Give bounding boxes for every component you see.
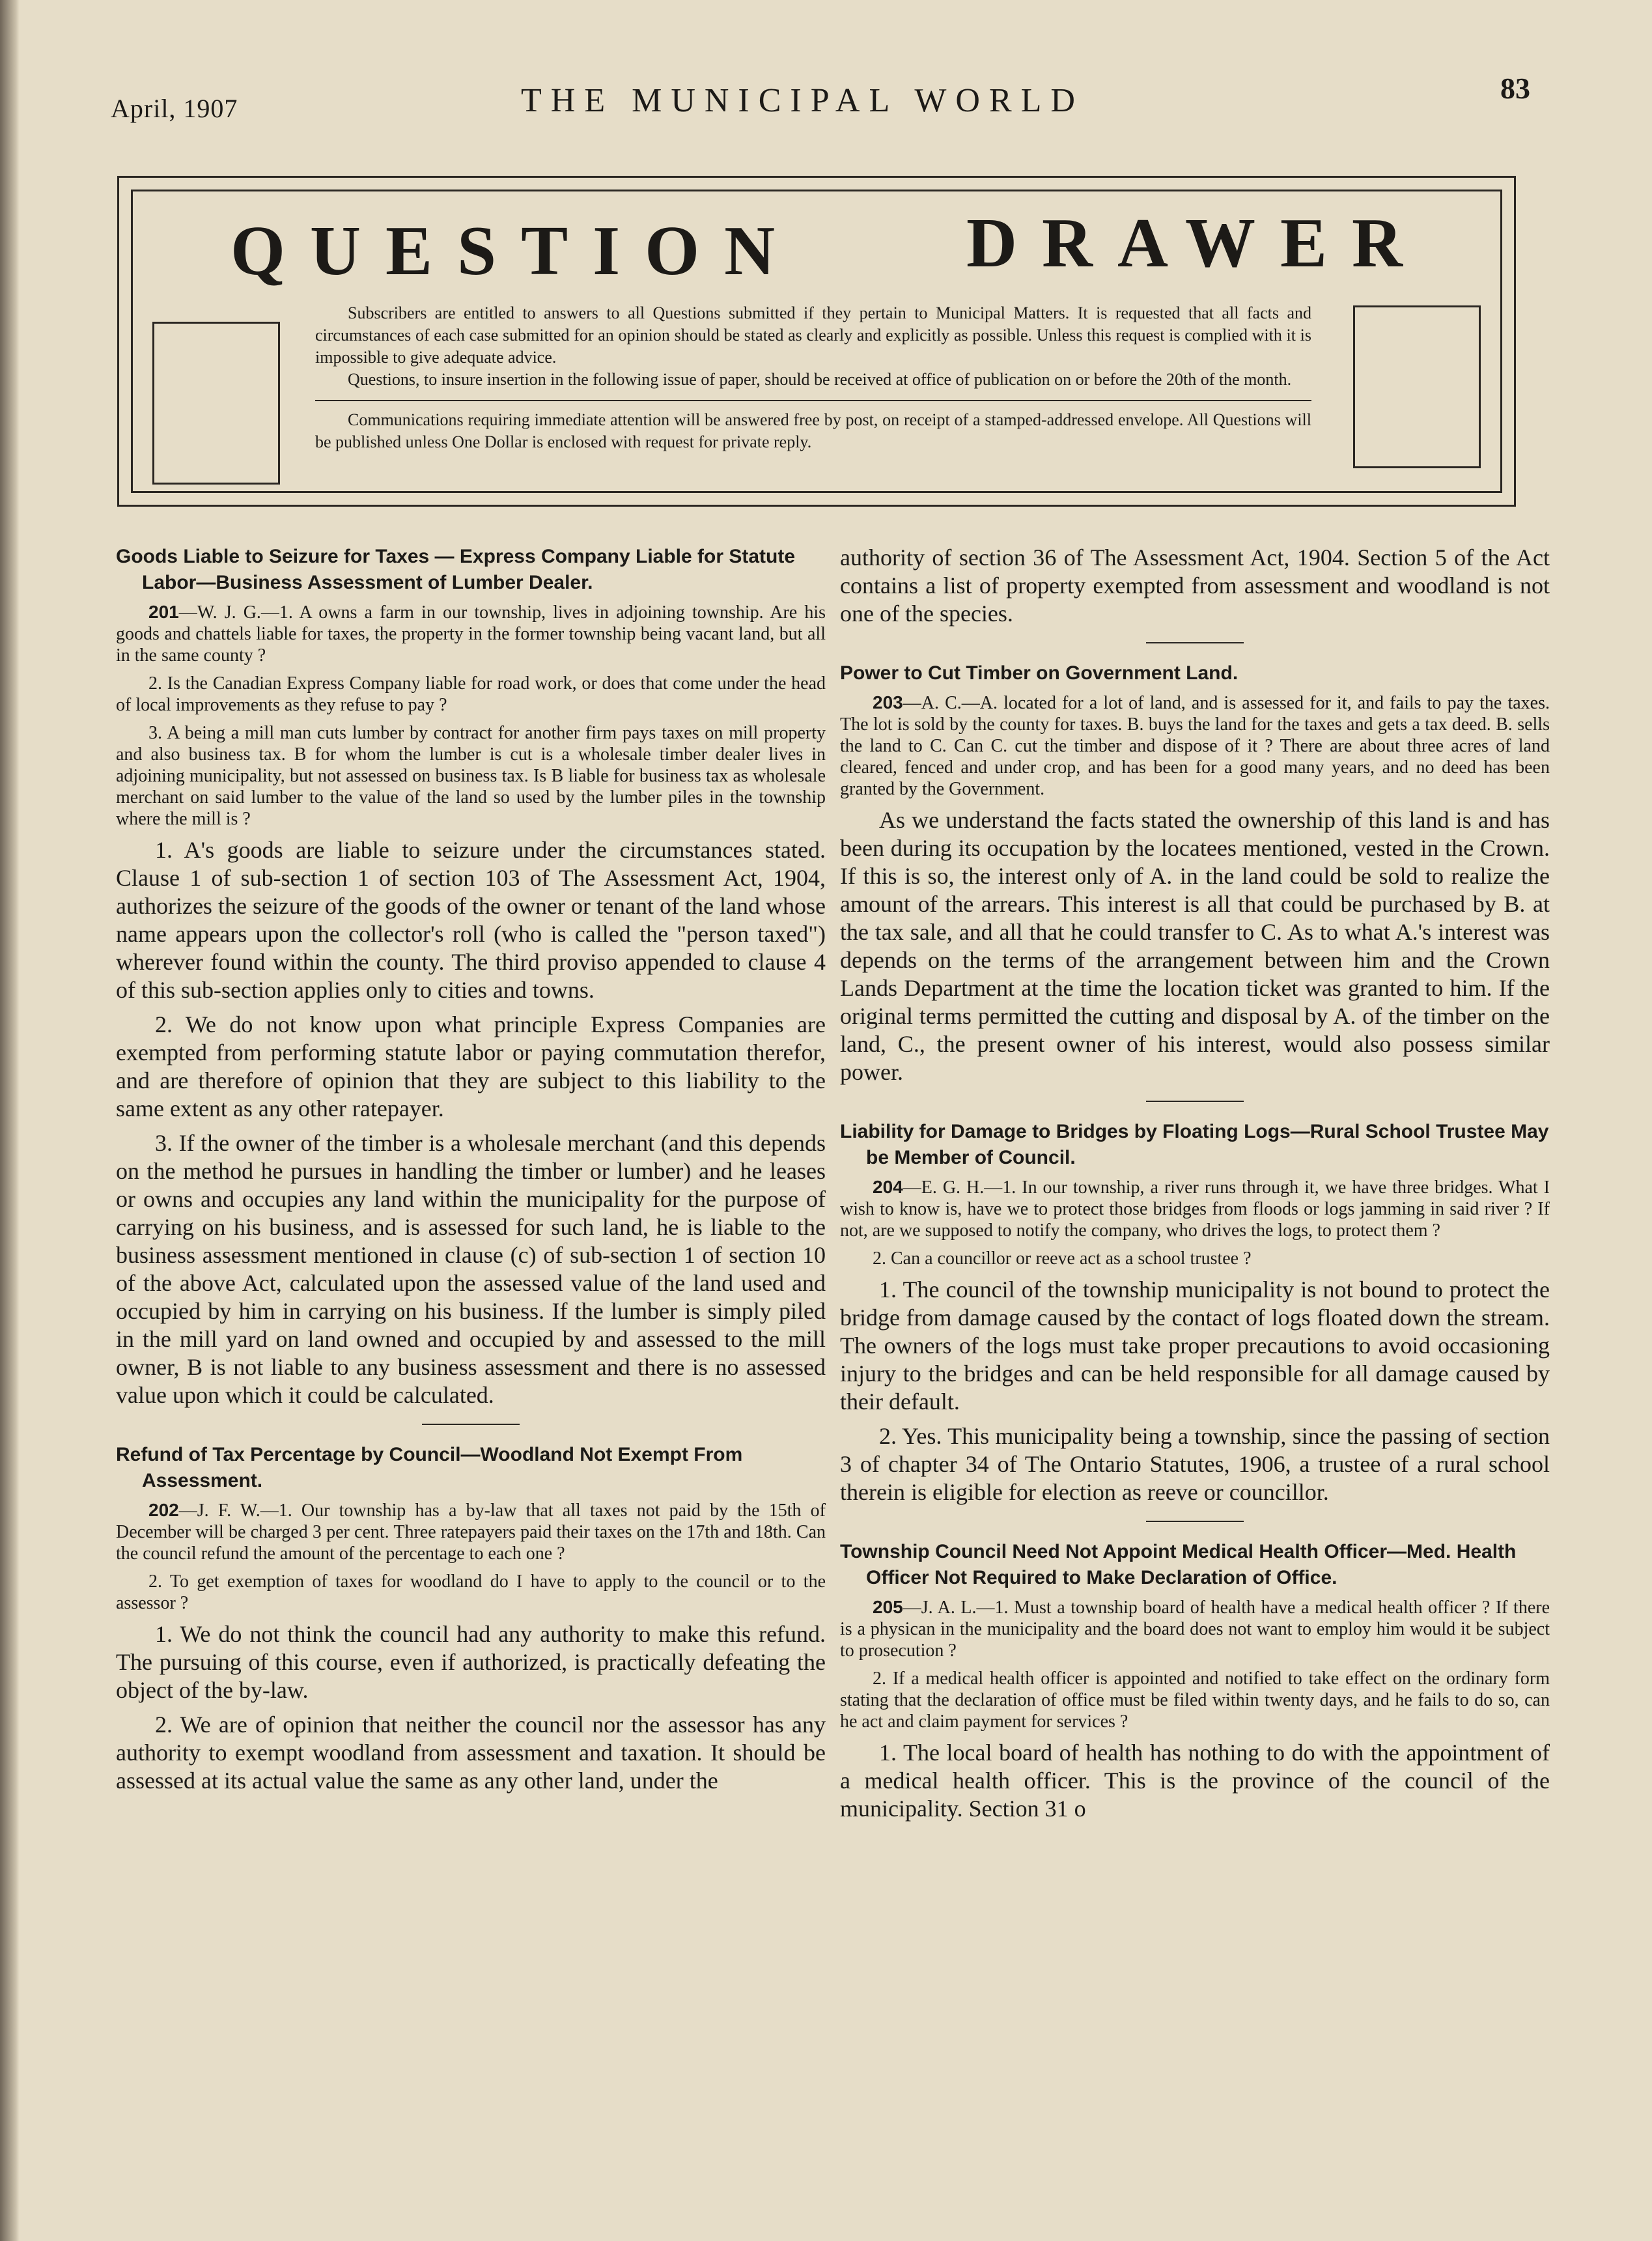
issue-date: April, 1907 xyxy=(111,94,238,123)
question-201-3: 3. A being a mill man cuts lumber by contract for another firm pays taxes on mill property and also business tax. B for whom the lumber is cut is a wholesale timber dealer lives in adjoining municipality, but not assessed on business tax. Is B liable for business tax as wholesale merchant on said lumber to the value of the land so used by the lumber piles in the township where the mill is ? xyxy=(116,723,826,829)
question-number-204: 204 xyxy=(873,1177,903,1197)
answer-203: As we understand the facts stated the ownership of this land is and has been during its occupation by the locatees mentioned, vested in the Crown. If this is so, the interest only of A. in the land could be sold to realize the amount of the arrears. This interest is all that could be purchased by B. at the tax sale, and all that he could transfer to C. As to what A.'s interest was depends on the terms of the arrangement between him and the Crown Lands Department at the time the location ticket was granted to him. If the original terms permitted the cutting and disposal by A. of the timber on the land, C., the present owner of his interest, would also possess similar power. xyxy=(840,807,1550,1085)
question-number-201: 201 xyxy=(148,602,179,622)
question-205-2: 2. If a medical health officer is appointed and notified to take effect on the ordinary form stating that the declaration of office must be filed within twenty days, and he fails to do so, can he act and claim payment for services ? xyxy=(840,1669,1550,1732)
banner-title-question: QUESTION xyxy=(231,212,800,290)
question-text: —J. A. L.—1. Must a township board of health have a medical health officer ? If there is a physican in the municipality and the board does not want to employ him would it be subject to prosecution ? xyxy=(840,1598,1550,1661)
banner-inner-frame xyxy=(131,190,1502,493)
section-title-205: Township Council Need Not Appoint Medical Health Officer—Med. Health Officer Not Required to Make Declaration of Office. xyxy=(840,1541,1517,1588)
section-divider xyxy=(422,1424,520,1425)
banner-right-box xyxy=(1353,305,1481,468)
page-header xyxy=(104,68,1537,127)
section-title-203: Power to Cut Timber on Government Land. xyxy=(840,662,1239,684)
question-drawer-banner xyxy=(117,176,1516,507)
section-divider xyxy=(1146,1521,1244,1522)
section-divider xyxy=(1146,642,1244,643)
question-203 xyxy=(840,692,1550,800)
question-204-1 xyxy=(840,1176,1550,1241)
answer-202-continued: authority of section 36 of The Assessment Act, 1904. Section 5 of the Act contains a list of property exempted from assessment and woodland is not one of the species. xyxy=(840,544,1550,627)
notice-communications: Communications requiring immediate attention will be answered free by post, on receipt of a stamped-addressed envelope. All Questions will be published unless One Dollar is enclosed with request for private reply. xyxy=(315,410,1311,451)
answer-201-3: 3. If the owner of the timber is a wholesale merchant (and this depends on the method he pursues in handling the timber or lumber) and he leases or owns and occupies any land within the municipality for the purpose of carrying on his business, and is assessed for such land, he is liable to the business assessment mentioned in clause (c) of sub-section 1 of section 10 of the above Act, calculated upon the assessed value of the land used and occupied by him in carrying on his business. If the lumber is simply piled in the mill yard on land owned and occupied by and assessed to the mill owner, B is not liable to any business assessment and there is no assessed value upon which it could be calculated. xyxy=(116,1130,826,1408)
right-column xyxy=(840,544,1550,1829)
notice-deadline: Questions, to insure insertion in the following issue of paper, should be received at office of publication on or before the 20th of the month. xyxy=(348,370,1292,389)
page-spine-shadow xyxy=(0,0,20,2241)
section-title-202: Refund of Tax Percentage by Council—Woodland Not Exempt From Assessment. xyxy=(116,1444,743,1491)
answer-201-1: 1. A's goods are liable to seizure under the circumstances stated. Clause 1 of sub-section 1 of section 103 of The Assessment Act, 1904, authorizes the seizure of the goods of the owner or tenant of the land whose name appears upon the collector's roll (who is called the "person taxed") wherever found within the county. The third proviso appended to clause 4 of this sub-section applies only to cities and towns. xyxy=(116,837,826,1003)
banner-notice xyxy=(315,302,1311,453)
section-title-201: Goods Liable to Seizure for Taxes — Express Company Liable for Statute Labor—Business Assessment of Lumber Dealer. xyxy=(116,546,796,593)
question-202-1 xyxy=(116,1499,826,1564)
answer-204-1: 1. The council of the township municipality is not bound to protect the bridge from damage caused by the contact of logs floated down the stream. The owners of the logs must take proper precautions to avoid occasioning injury to the bridges and can be held responsible for all damage caused by their default. xyxy=(840,1276,1550,1415)
question-text: —E. G. H.—1. In our township, a river runs through it, we have three bridges. What I wish to know is, have we to protect those bridges from floods or logs jamming in said river ? If not, are we supposed to notify the company, who drives the logs, to protect them ? xyxy=(840,1177,1550,1241)
question-204-2: 2. Can a councillor or reeve act as a school trustee ? xyxy=(873,1248,1252,1269)
question-number-205: 205 xyxy=(873,1597,903,1617)
answer-201-2: 2. We do not know upon what principle Express Companies are exempted from performing statute labor or paying commutation therefor, and are therefore of opinion that they are subject to this liability to the same extent as any other ratepayer. xyxy=(116,1011,826,1121)
answer-205-1: 1. The local board of health has nothing to do with the appointment of a medical health officer. This is the province of the council of the municipality. Section 31 o xyxy=(840,1740,1550,1822)
section-title-204: Liability for Damage to Bridges by Floating Logs—Rural School Trustee May be Member of Council. xyxy=(840,1121,1549,1168)
question-text: —W. J. G.—1. A owns a farm in our township, lives in adjoining township. Are his goods and chattels liable for taxes, the property in the former township being vacant land, but all in the same county ? xyxy=(116,602,826,666)
question-text: —J. F. W.—1. Our township has a by-law that all taxes not paid by the 15th of December will be charged 3 per cent. Three ratepayers paid their taxes on the 17th and 18th. Can the council refund the amount of the percentage to each one ? xyxy=(116,1501,826,1564)
answer-202-1: 1. We do not think the council had any authority to make this refund. The pursuing of this course, even if authorized, is practically defeating the object of the by-law. xyxy=(116,1621,826,1703)
question-205-1 xyxy=(840,1596,1550,1661)
banner-rule xyxy=(315,400,1311,401)
magazine-title: THE MUNICIPAL WORLD xyxy=(521,82,1084,119)
question-202-2: 2. To get exemption of taxes for woodland do I have to apply to the council or to the assessor ? xyxy=(116,1572,826,1613)
banner-left-box xyxy=(152,322,280,485)
question-201-2: 2. Is the Canadian Express Company liable for road work, or does that come under the head of local improvements as they refuse to pay ? xyxy=(116,673,826,715)
answer-204-2: 2. Yes. This municipality being a township, since the passing of section 3 of chapter 34 of The Ontario Statutes, 1906, a trustee of a rural school therein is eligible for election as reeve or councillor. xyxy=(840,1423,1550,1505)
question-201-1 xyxy=(116,601,826,666)
answer-202-2: 2. We are of opinion that neither the council nor the assessor has any authority to exempt woodland from assessment and taxation. It should be assessed at its actual value the same as any other land, under the xyxy=(116,1712,826,1794)
banner-title-drawer: DRAWER xyxy=(966,204,1428,282)
question-number-203: 203 xyxy=(873,692,903,712)
page-number: 83 xyxy=(1500,72,1530,105)
section-divider xyxy=(1146,1101,1244,1102)
left-column xyxy=(116,544,826,1801)
notice-subscribers: Subscribers are entitled to answers to all Questions submitted if they pertain to Municipal Matters. It is requested that all facts and circumstances of each case submitted for an opinion should be stated as clearly and explicitly as possible. Unless this request is complied with it is impossible to give adequate advice. xyxy=(315,303,1311,367)
question-text: —A. C.—A. located for a lot of land, and is assessed for it, and fails to pay the taxes. The lot is sold by the county for taxes. B. buys the land for the taxes and gets a tax deed. B. sells the land to C. Can C. cut the timber and dispose of it ? There are about three acres of land cleared, fenced and under crop, and has been for a good many years, and no deed has been granted by the Government. xyxy=(840,693,1550,799)
question-number-202: 202 xyxy=(148,1500,179,1520)
